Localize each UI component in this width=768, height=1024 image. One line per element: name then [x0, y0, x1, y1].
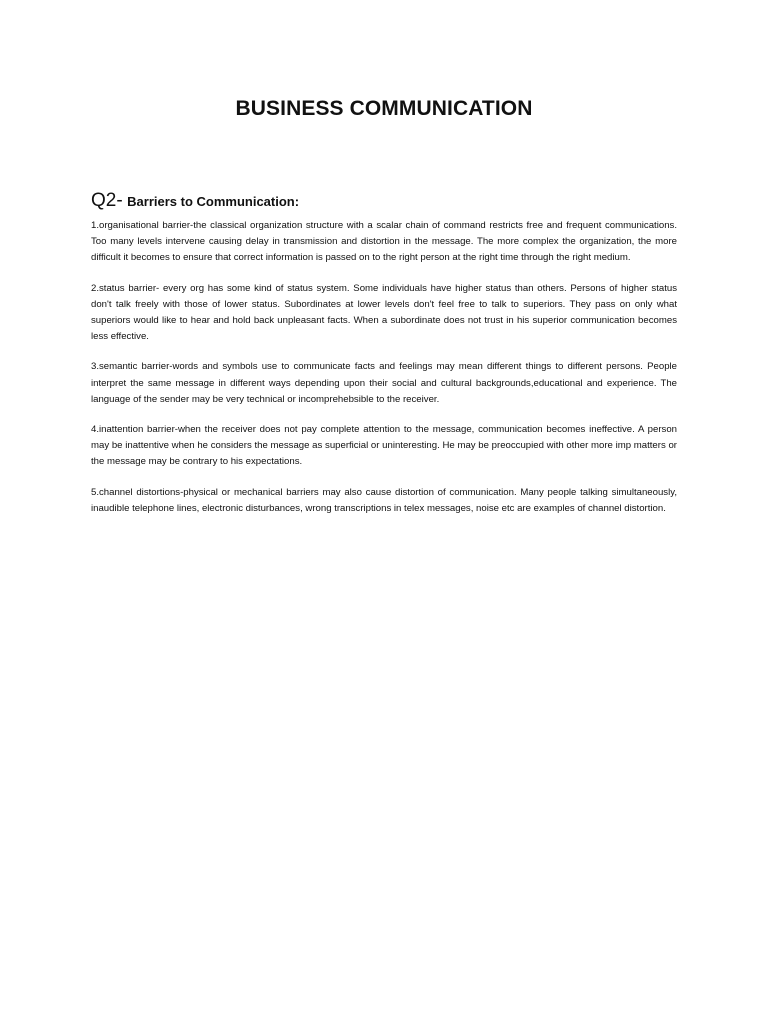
paragraph-inattention-barrier: 4.inattention barrier-when the receiver does not pay complete attention to the message, communication becomes ineffective. A person may be inattentive when he considers the message as superficial or uninteresting. He may be preoccupied with other more imp matters or the message may be contrary to his expectations. — [91, 424, 677, 468]
paragraph-organisational-barrier: 1.organisational barrier-the classical organization structure with a scalar chain of command restricts free and frequent communications. Too many levels intervene causing delay in transmission and distortion in the message. The more complex the organization, the more difficult it becomes to ensure that correct information is passed on to the right person at the right time through the right medium. — [91, 220, 677, 264]
document-body — [91, 188, 677, 531]
question-number: Q2- — [91, 190, 123, 211]
question-title: Barriers to Communication: — [127, 194, 300, 209]
document-title: BUSINESS COMMUNICATION — [235, 97, 533, 120]
paragraph-channel-distortions: 5.channel distortions-physical or mechanical barriers may also cause distortion of communication. Many people talking simultaneously, inaudible telephone lines, electronic disturbances, wrong transcriptions in telex messages, noise etc are examples of channel distortion. — [91, 486, 677, 514]
paragraph-semantic-barrier: 3.semantic barrier-words and symbols use to communicate facts and feelings may mean different things to different persons. People interpret the same message in different ways depending upon their social and cultural backgrounds,educational and experience. The language of the sender may be very technical or incomprehebsible to the receiver. — [91, 361, 677, 405]
paragraph-status-barrier: 2.status barrier- every org has some kind of status system. Some individuals have higher status than others. Persons of higher status don't talk freely with those of lower status. Subordinates at lower levels don't feel free to talk to superiors. They pass on only what superiors would like to hear and hold back unpleasant facts. When a subordinate does not trust in his superior communication becomes less effective. — [91, 282, 677, 343]
question-heading — [91, 188, 677, 215]
